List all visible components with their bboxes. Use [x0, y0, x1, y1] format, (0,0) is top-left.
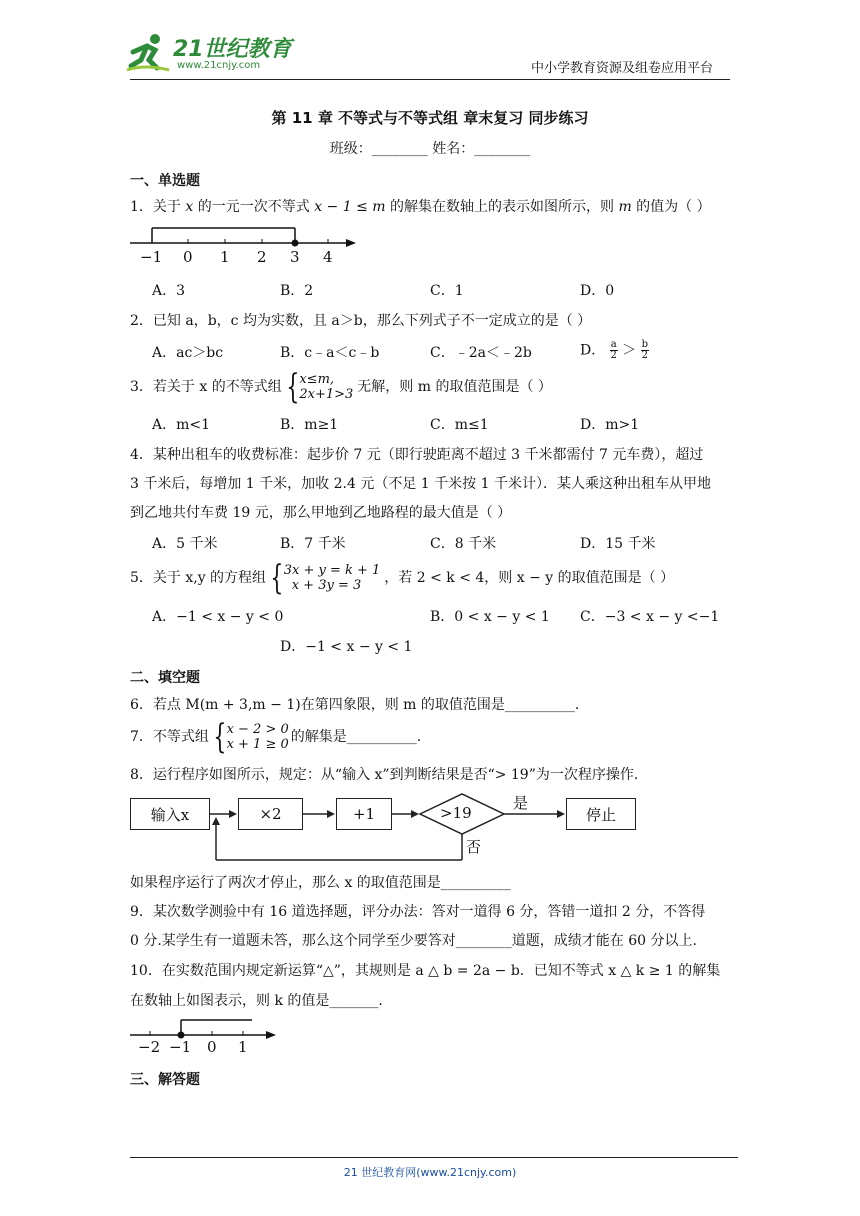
q3-prefix: 3．若关于 x 的不等式组 [130, 379, 282, 395]
q2-d-operator: ＞ [622, 342, 637, 359]
q7-suffix: 的解集是__________. [290, 729, 422, 745]
q4-line-2: 3 千米后，每增加 1 千米，加收 2.4 元（不足 1 千米按 1 千米计）．某人乘这种出租车从甲地 [130, 476, 711, 492]
q5-system [284, 563, 381, 593]
q3-option-a[interactable]: A．m<1 [152, 417, 211, 433]
q6-stem: 6．若点 M(m + 3,m − 1)在第四象限，则 m 的取值范围是__________. [130, 697, 580, 713]
q1-option-c[interactable]: C．1 [430, 283, 464, 299]
stop-box: 停止 [566, 798, 636, 830]
header-rule [130, 79, 730, 80]
section-fill-blank: 二、填空题 [130, 670, 200, 686]
q9-line-1: 9．某次数学测验中有 16 道选择题，评分办法：答对一道得 6 分，答错一道扣 2 分，不答得 [130, 904, 706, 920]
q10-tick-3: 0 [207, 1038, 217, 1056]
q9-line-2: 0 分.某学生有一道题未答，那么这个同学至少要答对________道题，成绩才能在 60 分以上. [130, 933, 697, 949]
q10-tick-1: −2 [138, 1038, 161, 1056]
yes-label: 是 [513, 794, 529, 812]
q1-number-line [130, 222, 360, 266]
q7-prefix: 7．不等式组 [130, 729, 209, 745]
q3-option-d[interactable]: D．m>1 [580, 417, 640, 433]
q1-tick-5: 3 [290, 248, 300, 266]
q1-tick-6: 4 [323, 248, 333, 266]
q10-number-line [130, 1016, 290, 1060]
q1-inequality: x − 1 ≤ m [314, 199, 386, 215]
q3-system [299, 372, 353, 402]
q3-line-2: 2x+1>3 [299, 387, 354, 402]
q5-line-1: 3x + y = k + 1 [283, 563, 381, 578]
q1-tick-1: −1 [140, 248, 163, 266]
q2-d-fraction-1: $\frac{a}{2}$ [610, 339, 617, 361]
q5-option-b[interactable]: B．0 < x − y < 1 [430, 609, 550, 625]
q10-line-1: 10．在实数范围内规定新运算“△”，其规则是 a △ b = 2a − b．已知不等式 x △ k ≥ 1 的解集 [130, 963, 721, 979]
q1-var-m: m [618, 199, 632, 215]
q2-option-c[interactable]: C．﹣2a＜﹣2b [430, 345, 532, 361]
q1-stem [130, 198, 711, 216]
q5-prefix: 5．关于 x,y 的方程组 [130, 570, 267, 586]
q1-text-c: 的解集在数轴上的表示如图所示，则 [389, 199, 614, 215]
q2-option-b[interactable]: B．c﹣a＜c﹣b [280, 345, 380, 361]
q7-brace: { [213, 717, 227, 757]
q4-option-c[interactable]: C．8 千米 [430, 536, 497, 552]
q3-option-b[interactable]: B．m≥1 [280, 417, 339, 433]
q3-stem [130, 367, 552, 407]
logo-url: www.21cnjy.com [177, 60, 261, 71]
q10-tick-4: 1 [238, 1038, 248, 1056]
q1-option-a[interactable]: A．3 [152, 283, 186, 299]
q2-d-fraction-2: $\frac{b}{2}$ [641, 339, 648, 361]
q10-tick-2: −1 [169, 1038, 192, 1056]
q2-option-d[interactable] [580, 340, 649, 361]
class-name-line: 班级：________ 姓名：________ [329, 141, 531, 157]
q1-text-a: 1．关于 [130, 199, 181, 215]
q3-suffix: 无解，则 m 的取值范围是（ ） [357, 379, 552, 395]
q1-text-b: 的一元一次不等式 [197, 199, 310, 215]
page-title: 第 11 章 不等式与不等式组 章末复习 同步练习 [271, 109, 589, 127]
section-single-choice: 一、单选题 [130, 173, 200, 189]
q5-option-a[interactable]: A．−1 < x − y < 0 [152, 609, 284, 625]
footer-link[interactable]: 21 世纪教育网(www.21cnjy.com) [343, 1166, 517, 1179]
q2-stem: 2．已知 a，b，c 均为实数，且 a＞b，那么下列式子不一定成立的是（ ） [130, 313, 592, 329]
condition-label: >19 [440, 804, 472, 822]
q3-brace: { [286, 367, 300, 407]
q5-stem [130, 558, 675, 598]
q4-line-3: 到乙地共付车费 19 元，那么甲地到乙地路程的最大值是（ ） [130, 505, 512, 521]
times-two-box: ×2 [238, 798, 303, 830]
footer-rule [130, 1157, 738, 1158]
q5-line-2: x + 3y = 3 [291, 578, 362, 593]
q3-line-1: x≤m, [299, 372, 335, 387]
q8-after: 如果程序运行了两次才停止，那么 x 的取值范围是__________ [130, 875, 511, 891]
q4-line-1: 4．某种出租车的收费标准：起步价 7 元（即行驶距离不超过 3 千米都需付 7 元车费），超过 [130, 447, 704, 463]
section-answer: 三、解答题 [130, 1072, 200, 1088]
q7-line-1: x − 2 > 0 [226, 722, 289, 737]
logo [125, 30, 295, 76]
platform-name: 中小学教育资源及组卷应用平台 [531, 61, 714, 76]
q5-suffix: ，若 2 < k < 4，则 x − y 的取值范围是（ ） [384, 570, 675, 586]
q5-brace: { [270, 558, 284, 598]
plus-one-box: +1 [336, 798, 392, 830]
q3-option-c[interactable]: C．m≤1 [430, 417, 489, 433]
no-label: 否 [466, 838, 482, 856]
q7-line-2: x + 1 ≥ 0 [226, 737, 289, 752]
q1-option-d[interactable]: D．0 [580, 283, 615, 299]
q7-system [227, 722, 289, 752]
q1-var-x: x [185, 199, 194, 215]
q2-option-a[interactable]: A．ac＞bc [152, 345, 224, 361]
q1-tick-3: 1 [220, 248, 230, 266]
q1-tick-4: 2 [257, 248, 267, 266]
q1-tick-2: 0 [183, 248, 193, 266]
q5-option-c[interactable]: C．−3 < x − y <−1 [580, 609, 720, 625]
q8-stem: 8．运行程序如图所示，规定：从“输入 x”到判断结果是否“> 19”为一次程序操作. [130, 767, 639, 783]
q10-line-2: 在数轴上如图表示，则 k 的值是_______. [130, 993, 383, 1009]
q4-option-b[interactable]: B．7 千米 [280, 536, 346, 552]
logo-text: 21世纪教育 [173, 37, 292, 62]
q4-option-a[interactable]: A．5 千米 [152, 536, 218, 552]
q4-option-d[interactable]: D．15 千米 [580, 536, 656, 552]
q8-flowchart [130, 792, 640, 864]
runner-logo-icon [125, 30, 171, 76]
input-x-box: 输入x [130, 798, 210, 830]
q1-text-d: 的值为（ ） [636, 199, 711, 215]
q5-option-d[interactable]: D．−1 < x − y < 1 [280, 639, 413, 655]
q7-stem [130, 717, 422, 757]
q2-d-prefix: D． [580, 342, 606, 359]
q1-option-b[interactable]: B．2 [280, 283, 314, 299]
